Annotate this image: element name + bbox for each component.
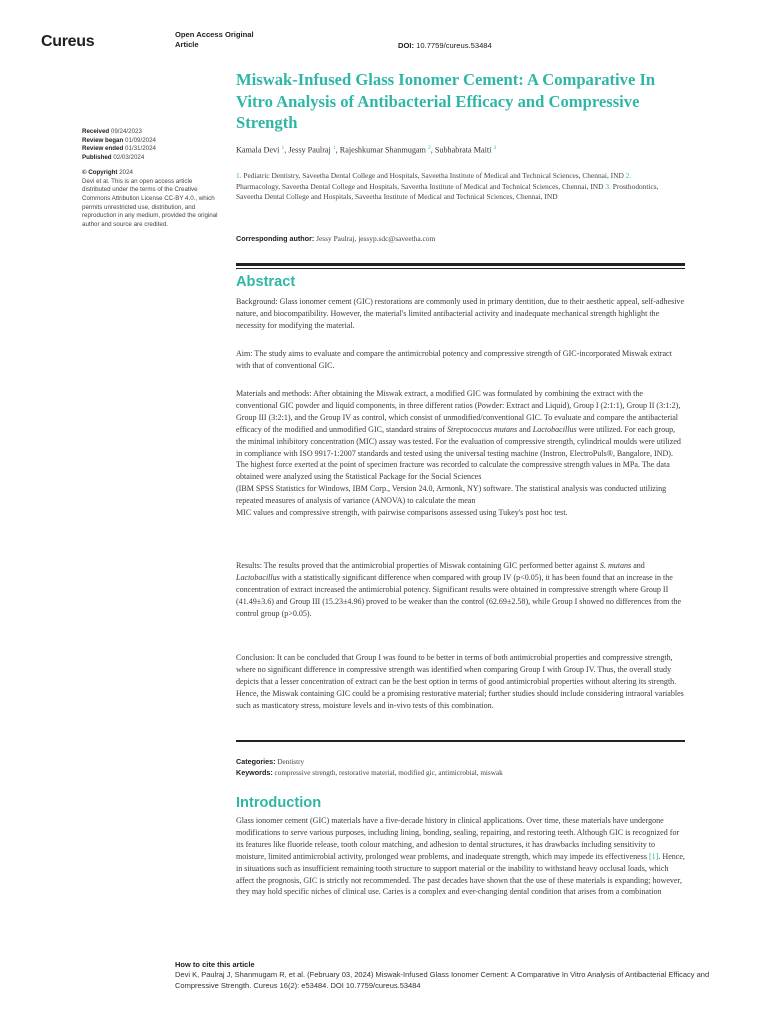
article-title: Miswak-Infused Glass Ionomer Cement: A Comparative In Vitro Analysis of Antibacterial Efficacy and Compressive Strength	[236, 70, 656, 132]
results-text: Results: The results proved that the antimicrobial properties of Miswak containing GIC performed better against	[236, 561, 598, 570]
affiliation-number: 3.	[605, 181, 611, 191]
abstract-results	[236, 560, 685, 620]
species-name: Streptococcus mutans	[447, 424, 518, 434]
author-affiliation-ref[interactable]: 1	[281, 145, 285, 151]
corresponding-author	[236, 234, 676, 243]
intro-text: . Hence, in situations such as insufficient remaining tooth structure to support material or the inability to withstand heavy occlusal loads, which affect the prognosis, GIC is strictly not recommended. The past decades have shown that the use of these materials is expanding; however, they may hold specific niches of clinical use. Caries is a complex and ever-changing dental condition that arises from a combination	[236, 851, 685, 897]
article-type-line2: Article	[175, 40, 199, 49]
review-ended-label: Review ended	[82, 145, 124, 153]
doi-label: DOI:	[398, 41, 415, 50]
categories-value[interactable]: Dentistry	[277, 758, 305, 766]
species-name: Lactobacillus	[532, 424, 577, 434]
published-label: Published	[82, 154, 112, 162]
author-affiliation-ref[interactable]: 2	[427, 145, 431, 151]
how-to-cite-text: Devi K, Paulraj J, Shanmugam R, et al. (February 03, 2024) Miswak-Infused Glass Ionomer Cement: A Comparative In Vitro Analysis of Antibacterial Efficacy and Compressive Strength. Cureus 16(2): e53484. DOI 10.7759/cureus.53484	[175, 970, 710, 990]
author-affiliation-ref[interactable]: 3	[493, 145, 497, 151]
corresponding-author-label: Corresponding author:	[236, 234, 315, 243]
copyright-label: © Copyright	[82, 168, 118, 176]
affiliation-text: Pediatric Dentistry, Saveetha Dental College and Hospitals, Saveetha Institute of Medical and Technical Sciences, Chennai, IND	[243, 171, 624, 180]
corresponding-author-value[interactable]: Jessy Paulraj, jessyp.sdc@saveetha.com	[316, 234, 436, 243]
received-row	[82, 128, 222, 137]
affiliation-number: 1.	[236, 171, 242, 180]
review-began-date: 01/09/2024	[125, 136, 156, 144]
introduction-text	[236, 815, 685, 898]
article-type-line1: Open Access Original	[175, 30, 254, 39]
abstract-aim: Aim: The study aims to evaluate and compare the antimicrobial potency and compressive strength of GIC-incorporated Miswak extract with that of conventional GIC.	[236, 349, 672, 370]
affiliation-text: Prosthodontics, Saveetha Dental College and Hospitals, Saveetha Institute of Medical and Technical Sciences, Chennai, IND	[236, 181, 659, 202]
received-date: 09/24/2023	[110, 128, 142, 135]
abstract-conclusion: Conclusion: It can be concluded that Group I was found to be better in terms of both antimicrobial properties and compressive strength, where no significant difference in compressive strength was identified when comparing Group I with Group IV. Thus, the overall study depicts that a lesser concentration of extract can be the best option in terms of good antimicrobial properties without altering its strength. Hence, the Miswak containing GIC could be a promising restorative material; further studies should include considering intraoral variables such as masticatory stress, moisture levels and in-vivo tests of this combination.	[236, 653, 684, 710]
keywords-label: Keywords:	[236, 768, 273, 777]
section-divider	[236, 740, 685, 742]
affiliation-text: Pharmacology, Saveetha Dental College and Hospitals, Saveetha Institute of Medical and Technical Sciences, Chennai, IND	[236, 181, 604, 191]
species-name: Lactobacillus	[236, 572, 280, 582]
section-divider	[236, 263, 685, 266]
sidebar	[82, 128, 222, 230]
review-ended-row	[82, 145, 222, 154]
methods-text: and	[519, 424, 531, 434]
license-text: Devi et al. This is an open access article distributed under the terms of the Creative Commons Attribution License CC-BY 4.0., which permits unrestricted use, distribution, and reproduction in any medium, provided the original author and source are credited.	[82, 177, 218, 229]
results-text: and	[633, 561, 645, 570]
keywords-value: compressive strength, restorative material, modified gic, antimicrobial, miswak	[274, 769, 503, 777]
citation-link[interactable]: [1]	[648, 851, 659, 861]
how-to-cite-label: How to cite this article	[175, 960, 255, 969]
received-label: Received	[82, 128, 110, 135]
doi[interactable]	[398, 41, 492, 50]
review-began-row	[82, 137, 222, 146]
affiliations	[236, 171, 676, 203]
review-began-label: Review began	[82, 136, 124, 144]
methods-text: Materials and methods: After obtaining the Miswak extract, a modified GIC was formulated by combining the extract with the conventional GIC powder and liquid components, in three different ratios (Powder: Extract and Liquid), Group I (2:1:1), Group II (3:1:2), Group III (3:2:1), and the Group IV as control, which consist of unmodified/conventional GIC. To evaluate and compare the antibacterial efficacy of the modified and unmodified GIC, standard strains of	[236, 389, 681, 434]
published-row	[82, 154, 222, 163]
methods-text: MIC values and compressive strength, with pairwise comparisons assessed using Tukey's post hoc test.	[236, 508, 568, 518]
methods-text: (IBM SPSS Statistics for Windows, IBM Corp., Version 24.0, Armonk, NY) software. The statistical analysis was conducted utilizing repeated measures of analysis of variance (ANOVA) to calculate the mean	[236, 484, 667, 506]
review-ended-date: 01/31/2024	[125, 145, 156, 153]
affiliation-number: 2.	[625, 171, 632, 180]
author-name[interactable]: Kamala Devi	[236, 145, 280, 155]
doi-value[interactable]: 10.7759/cureus.53484	[416, 41, 492, 50]
author-name[interactable]: Rajeshkumar Shanmugam	[339, 145, 426, 155]
how-to-cite	[175, 960, 735, 991]
author-name[interactable]: Subhabrata Maiti	[434, 145, 492, 155]
introduction-heading: Introduction	[236, 795, 322, 811]
article-type	[175, 30, 254, 50]
keywords	[236, 767, 685, 779]
author-name[interactable]: Jessy Paulraj	[288, 145, 331, 155]
journal-logo: Cureus	[41, 33, 95, 50]
copyright-year: 2024	[119, 168, 133, 176]
categories-label: Categories:	[236, 757, 276, 766]
intro-text: Glass ionomer cement (GIC) materials have a five-decade history in clinical applications. Over time, these materials have undergone modifications to serve various purposes, including lining, bonding, sealing, repairing, and restoring teeth. Although GIC is recognized for its features like fluoride release, tooth colour matching, and adhesion to dental structures, it has drawbacks including sensitivity to moisture, limited antimicrobial activity, prolonged wear problems, and inadequate strength, which may impede its effectiveness	[236, 816, 680, 861]
results-text: with a statistically significant difference when compared with group IV (p<0.05), it has been found that an increase in the concentration of extract increased the antimicrobial potency. Significant results were obtained in compressive strength where Group II (41.49±3.6) and Group III (15.23±4.96) proved to be weaker than the control (62.69±2.58), while Group I showed no differences from the control group (p>0.05).	[236, 572, 682, 618]
section-divider	[236, 268, 685, 269]
abstract-background: Background: Glass ionomer cement (GIC) restorations are commonly used in primary dentition, due to their aesthetic appeal, self-adhesive nature, and biocompatibility. However, the material's limited antibacterial activity and inadequate mechanical strength highlight the necessity for modifying the material.	[236, 297, 685, 330]
copyright-row	[82, 169, 222, 178]
species-name: S. mutans	[599, 561, 632, 570]
abstract-methods	[236, 388, 685, 519]
published-date: 02/03/2024	[113, 154, 145, 162]
abstract-heading: Abstract	[236, 274, 296, 290]
author-list: Kamala Devi $^1$, Jessy Paulraj $^1$, Rajeshkumar Shanmugam $^2$, Subhabrata Maiti $^3$	[236, 145, 497, 155]
methods-text: were utilized. For each group, the minimal inhibitory concentration (MIC) assay was tested. For the evaluation of compressive strength, cylindrical moulds were utilized in compliance with ISO 9917-1:2007 standards and tested using the universal testing machine (Instron, ElectroPuls®, Bangalore, IND). The highest force exerted at the point of specimen fracture was recorded to calculate the compressive strength values in MPa. The data obtained were analyzed using the Statistical Package for the Social Sciences	[236, 424, 681, 482]
author-affiliation-ref[interactable]: 1	[332, 145, 336, 151]
